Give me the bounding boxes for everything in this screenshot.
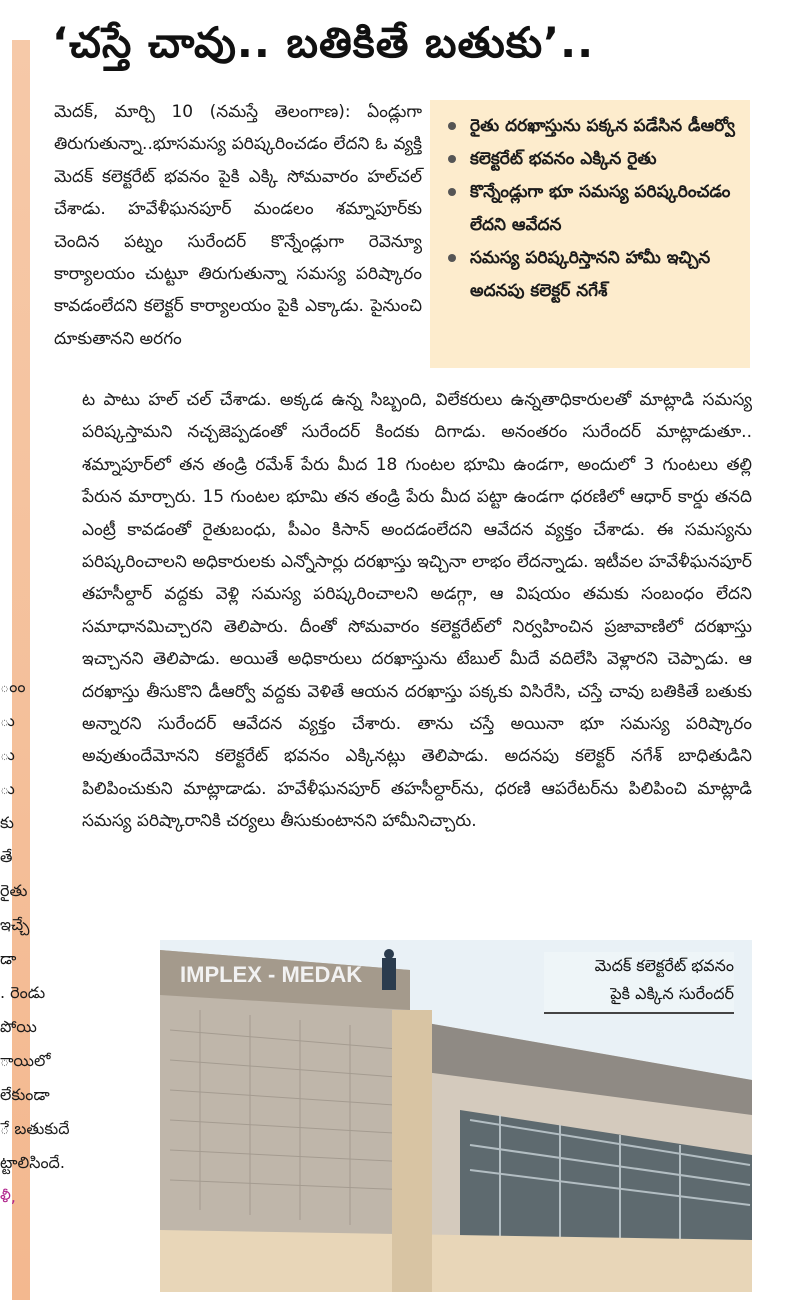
caption-line-1: మెదక్‌ కలెక్టరేట్‌ భవనం bbox=[594, 956, 734, 975]
highlight-text: కొన్నేండ్లుగా భూ సమస్య పరిష్కరించడం లేదని ఆవేదన bbox=[470, 182, 731, 235]
article-column-bottom bbox=[82, 384, 752, 838]
photo-caption bbox=[544, 952, 734, 1014]
bullet-icon bbox=[448, 155, 456, 163]
highlight-text: సమస్య పరిష్కరిస్తానని హామీ ఇచ్చిన అదనపు కలెక్టర్‌ నగేశ్‌ bbox=[470, 248, 711, 301]
caption-line-2: పైకి ఎక్కిన సురేందర్‌ bbox=[610, 984, 734, 1003]
highlight-item bbox=[448, 143, 738, 176]
adjacent-text-line: కు bbox=[0, 813, 14, 832]
adjacent-text-line: ు bbox=[0, 745, 15, 764]
highlight-text: రైతు దరఖాస్తును పక్కన పడేసిన డీఆర్వో bbox=[470, 116, 735, 136]
adjacent-text-line: రైతు bbox=[0, 881, 28, 900]
highlights-box bbox=[430, 100, 750, 368]
adjacent-text-line: ంం bbox=[0, 677, 26, 696]
highlight-item bbox=[448, 110, 738, 143]
article-paragraph-1: మెదక్‌, మార్చి 10 (నమస్తే తెలంగాణ): ఏండ్లుగా తిరుగుతున్నా..భూసమస్య పరిష్కరించడం లేదని ఓ వ్యక్తి మెదక్‌ కలెక్టరేట్‌ భవనం పైకి ఎక్కి సోమవారం హల్‌చల్‌ చేశాడు. హవేళీఘనపూర్‌ మండలం శమ్నాపూర్‌కు చెందిన పట్నం సురేందర్‌ కొన్నేండ్లుగా రెవెన్యూ కార్యాలయం చుట్టూ తిరుగుతున్నా సమస్య పరిష్కారం కావడంలేదని కలెక్టర్‌ కార్యాలయం పైకి ఎక్కాడు. పైనుంచి దూకుతానని అరగం bbox=[54, 102, 422, 349]
caption-divider bbox=[544, 1012, 734, 1014]
highlight-item bbox=[448, 242, 738, 308]
article-column-top bbox=[54, 96, 422, 355]
bullet-icon bbox=[448, 254, 456, 262]
adjacent-text-line: ు bbox=[0, 779, 15, 798]
article-paragraph-2: ట పాటు హల్‌ చల్‌ చేశాడు. అక్కడ ఉన్న సిబ్బంది, విలేకరులు ఉన్నతాధికారులతో మాట్లాడి సమస్య పరిష్కస్తామని నచ్చజెప్పడంతో సురేందర్‌ కిందకు దిగాడు. అనంతరం సురేందర్‌ మాట్లాడుతూ.. శమ్నాపూర్‌లో తన తండ్రి రమేశ్‌ పేరు మీద 18 గుంటల భూమి ఉండగా, అందులో 3 గుంటలు తల్లి పేరున మార్చారు. 15 గుంటల భూమి తన తండ్రి పేరు మీద పట్టా ఉండగా ధరణిలో ఆధార్‌ కార్డు తనది ఎంట్రీ కావడంతో రైతుబంధు, పీఎం కిసాన్‌ అందడంలేదని ఆవేదన వ్యక్తం చేశాడు. ఈ సమస్యను పరిష్కరించాలని అధికారులకు ఎన్నోసార్లు దరఖాస్తు ఇచ్చినా లాభం లేదన్నాడు. ఇటీవల హవేళీఘనపూర్‌ తహసీల్దార్‌ వద్దకు వెళ్లి సమస్య పరిష్కరించాలని అడగ్గా, ఆ విషయం తమకు సంబంధం లేదని సమాధానమిచ్చారని తెలిపారు. దీంతో సోమవారం కలెక్టరేట్‌లో నిర్వహించిన ప్రజావాణిలో దరఖాస్తు ఇచ్చానని తెలిపాడు. అయితే అధికారులు దరఖాస్తును టేబుల్‌ మీదే వదిలేసి వెళ్లారని చెప్పాడు. ఆ దరఖాస్తు తీసుకొని డీఆర్వో వద్దకు వెళితే ఆయన దరఖాస్తు పక్కకు విసిరేసి, చస్తే చావు బతికితే బతుకు అన్నారని సురేందర్‌ ఆవేదన వ్యక్తం చేశారు. తాను చస్తే అయినా భూ సమస్య పరిష్కారం అవుతుందేమోనని కలెక్టరేట్‌ భవనం ఎక్కినట్లు తెలిపాడు. అదనపు కలెక్టర్‌ నగేశ్‌ బాధితుడిని పిలిపించుకుని మాట్లాడాడు. హవేళీఘనపూర్‌ తహసీల్దార్‌ను, ధరణి ఆపరేటర్‌ను పిలిపించి మాట్లాడి సమస్య పరిష్కారానికి చర్యలు తీసుకుంటానని హామీనిచ్చారు. bbox=[82, 390, 752, 832]
highlights-list bbox=[430, 100, 750, 308]
adjacent-text-line: పోయి bbox=[0, 1017, 37, 1036]
adjacent-text-line: డా bbox=[0, 949, 17, 968]
adjacent-text-line: ఇచ్చే bbox=[0, 915, 30, 934]
bullet-icon bbox=[448, 122, 456, 130]
building-sign: IMPLEX - MEDAK bbox=[180, 962, 363, 987]
adjacent-article-text bbox=[0, 670, 70, 1214]
adjacent-text-line: ట్టాలిసిందే. bbox=[0, 1153, 65, 1172]
bullet-icon bbox=[448, 188, 456, 196]
highlight-text: కలెక్టరేట్‌ భవనం ఎక్కిన రైతు bbox=[470, 149, 657, 169]
adjacent-text-line: లేకుండా bbox=[0, 1085, 50, 1104]
adjacent-text-line: ే బతుకుదే bbox=[0, 1119, 70, 1138]
news-photo bbox=[160, 940, 752, 1292]
highlight-item bbox=[448, 176, 738, 242]
adjacent-text-line: ాయిలో bbox=[0, 1051, 51, 1070]
adjacent-text-line: తే bbox=[0, 847, 13, 866]
person-on-roof bbox=[382, 958, 396, 990]
adjacent-text-line: ళీ, bbox=[0, 1187, 16, 1206]
headline: ‘చస్తే చావు.. బతికితే బతుకు’.. bbox=[52, 18, 595, 67]
adjacent-text-line: . రెండు bbox=[0, 983, 46, 1002]
adjacent-text-line: ు bbox=[0, 711, 15, 730]
